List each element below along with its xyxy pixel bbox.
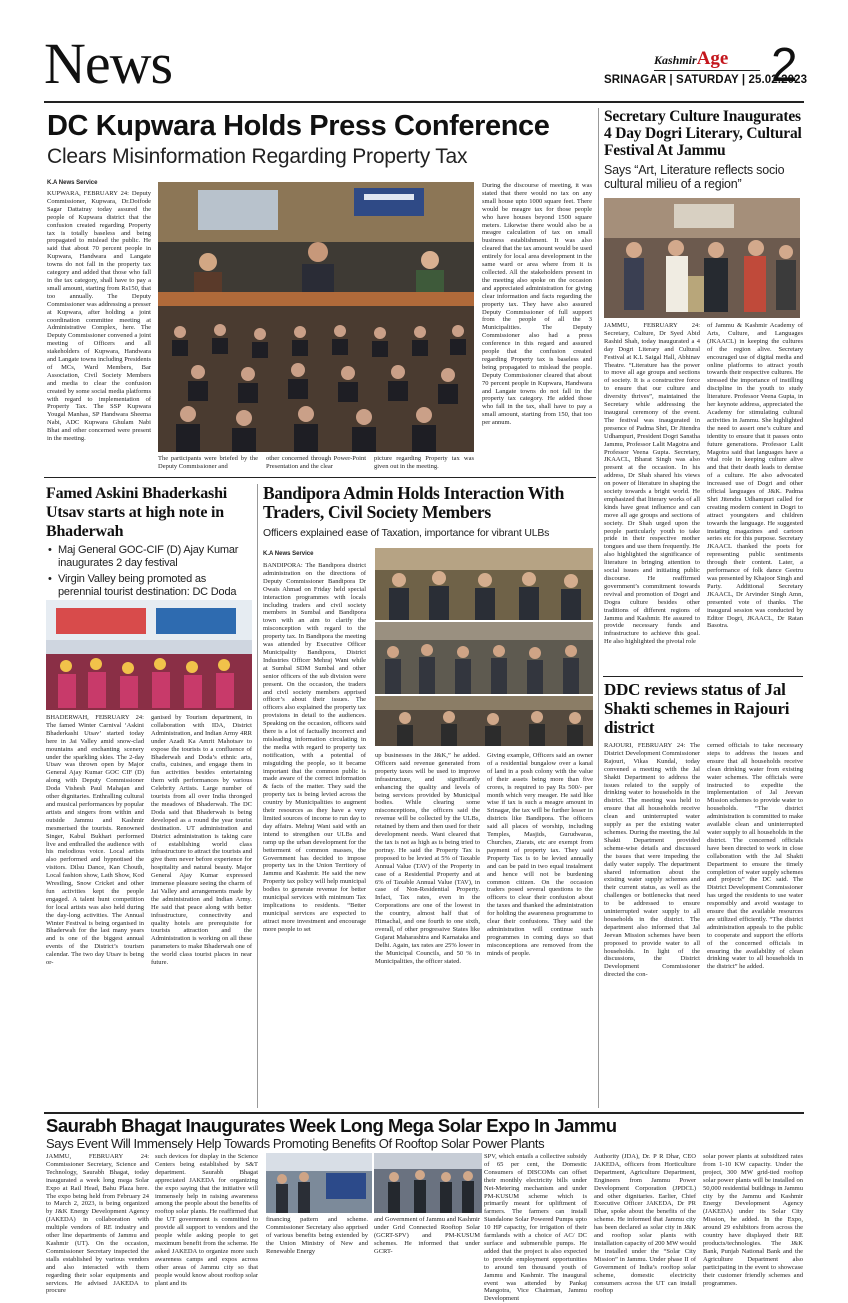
story4-headline: Bandipora Admin Holds Interaction With Traders, Civil Society Members [263, 483, 565, 522]
story3-highlight-2: • Virgin Valley being promoted as perennial tourist destination: DC Doda [48, 573, 248, 598]
section-title: News [44, 31, 173, 96]
festival-inauguration-photo [604, 198, 800, 318]
solar-expo-photo-2 [374, 1153, 482, 1213]
solar-expo-photo-1 [266, 1153, 372, 1213]
story2-photo [604, 198, 800, 318]
story6-column-3b: and Government of Jammu and Kashmir under Grid Connected Rooftop Solar (GCRT-SPV) and PM-KUSUM schemes. He informed that under GCRT- [374, 1216, 480, 1255]
page-number: 2 [771, 39, 798, 92]
right-column-divider [598, 108, 599, 1108]
story4-photo-3 [375, 696, 593, 746]
story1-photo [158, 182, 474, 452]
brand-rule [654, 70, 760, 71]
dateline: SRINAGAR | SATURDAY | 25.02.2023 [604, 74, 808, 86]
story1-rule [44, 477, 596, 478]
story2-column-2: of Jammu & Kashmir Academy of Arts, Culture, and Languages (JKAACL) in keeping the cultures of the region alive. Secretary encouraged use of digital media and online platforms to attract youth towards their respective cultures. He stressed the importance of instilling discipline in the youth to study literature. Professor Veena Gupta, in her keynote address, appreciated the Academy for stimulating cultural activities in Jammu. She highlighted the need to assert one’s culture and identity to ensure that it passes onto future generations. Professor Lalit Magotra said that languages have a vital role in keeping culture alive and that their death leads to demise of a culture. He also advocated increased use of Dogri and other official languages of J&K. Padma Shri Jitendra Udhampuri called for creating modern content in Dogri to attract youngsters and children towards the language. He suggested instating magazines and cartoon series etc for this purpose. Secretary JKAACL thanked the poets for representing public sentiments through their content. Later, a performance of folk dance Geetru was presented by Khajoor Singh and Party. Additional Secretary JKAACL, Dr Arvinder Singh Amn, presented vote of thanks. The inaugural session was conducted by Editor Dogri, JKAACL, Dr Ratan Basotra. [707, 322, 803, 630]
story4-deck: Officers explained ease of Taxation, importance for vibrant ULBs [263, 527, 550, 539]
story2-deck: Says “Art, Literature reflects socio cultural milieu of a region” [604, 163, 785, 191]
story6-deck: Says Event Will Immensely Help Towards Promoting Benefits Of Rooftop Solar Power Plants [46, 1136, 545, 1151]
story4-byline: K.A News Service [263, 551, 314, 557]
masthead-rule [44, 101, 804, 103]
story5-rule [603, 676, 803, 677]
story3-headline: Famed Askini Bhaderkashi Utsav starts at high note in Bhaderwah [46, 485, 228, 540]
story6-column-4: SPV, which entails a collective subsidy of 65 per cent, the Domestic Consumers of DISCOMs can offset their monthly electricity bills under Net-Metering mechanism and under PM-KUSUM scheme which is primarily meant for upliftment of farmers. The farmers can install Standalone Solar Powered Pumps upto 10 HP capacity, for irrigation of their farmlands with a choice of AC/ DC surface and submersible pumps. He added that the project is also expected to provide employment opportunities to around ten thousand youth of Jammu and Kashmir. The inaugural event was attended by Pankaj Mangotra, Vice Chairman, Jammu Development [484, 1153, 587, 1303]
story1-column-4: During the discourse of meeting, it was stated that there would no tax on any small house upto 1000 square feet. There would be meagre tax for those people who have houses beyond 1500 square meters. Likewise there would also be a meagre calculation of tax on small business establishment. It was also cleared that the tax amount would be used entirely for local area development in the same ward or area where from it is collected. All the stakeholders present in the meeting also spoke on the occasion and appreciated administration for giving clear information and facts regarding the property tax. They have also assured Deputy Commissioner of full support from the people of all the 3 Municipalities. The Deputy Commissioner also had a press conference in this regard and assured people that the confusion created regarding Property tax is baseless and being propagated to mislead the people. Deputy Commissioner cleared that about 70 percent people in Kupwara, Handwara and Langate towns do not fall in the property tax category. He added those who fall in the tax, shall have to pay a small amount, starting from 150, that too per annum. [482, 182, 592, 427]
press-conference-photo [158, 182, 474, 452]
story3-column-2: ganised by Tourism department, in collaboration with IDA, District Administration, and Indian Army 4RR under Azadi Ka Amrit Mahotsav to expose the tourists to a confluence of Bhaderwah and Doda’s ethnic arts, crafts, cuisines, and engage them in fun activities besides entertaining them with performances by various Celebrity Artists. Large number of tourists from all over India thronged the meadows of Bhaderwah. The DC Doda said that Bhaderwah is being developed as a round the year tourist destination. UT administration and District administration is taking care of establishing world class infrastructure to attract the tourists and give them never before experience for hospitality and natural beauty. Major General Ajay Kumar expressed immense pleasure seeing the charm of Jai Valley and arrangements made by the administration and Indian Army. He said that peace along with better infrastructure, connectivity and quality hotels are prerequisite for tourists attraction and the Administration is working on all these parameters to make Bhaderwah one of the world class tourist places in near future. [151, 714, 252, 967]
story4-column-2: up businesses in the J&K,” he added. Officers said revenue generated from property taxes will be used to improve infrastructure, and significantly enhancing the quality and levels of being services provided by Municipal bodies. While clearing some misconceptions, the officers said the revenue will be collected by the ULBs, retained by them and then used for their development needs. Wani cleared that the tax is not as high as is being tried to portray. He said the Property Tax is proposed to be levied at 5% of Taxable Annual Value (TAV) of the Property in case of a Residential Property and at 6% of Taxable Annual Value (TAV), in case of Non-Residential Property. Infact, Tax rates, even in the Corporations are one of the lowest in the country, almost half that of Himachal, and one fourth to one sixth, overall, of other progressive States like Gujarat Maharashtra and Karnataka and Delhi. Again, tax rates are 25% lower in the Municipal Councils, and 50 % in Municipalities, the officer stated. [375, 752, 480, 965]
story5-column-1: RAJOURI, FEBRUARY 24: The District Development Commissioner Rajouri, Vikas Kundal, today convened a meeting with the Jal Shakti Department to address the issues related to the supply of drinking water to households in the district. The meeting was held to ensure that all households receive clean and uninterrupted water supply as per the existing water schemes. During the meeting, the Jal Shakti Department provided scheme-wise details and discussed the issues that were impeding the daily water supply. The department shared information about the existing water supply schemes and their current status, as well as the challenges or bottlenecks that need to be addressed to ensure uninterrupted water supply to all households in the district. The department also informed that Jal Jeevan Mission schemes have been proposed to provide water to all households. In light of the discussions, the District Development Commissioner directed the con- [604, 742, 700, 979]
brand-logo [654, 48, 728, 70]
story4-photo-2 [375, 622, 593, 694]
story6-photo-2 [374, 1153, 482, 1213]
story5-column-2: cerned officials to take necessary steps to address the issues and ensure that all households receive clean drinking water from existing water schemes. The officials were instructed to expedite the implementation of Jal Jeevan Mission schemes to provide water to households. “The district administration is committed to make available clean and uninterrupted water supply to all households in the district. The concerned officials have been directed to work in close collaboration with the Jal Shakti Department to ensure the timely completion of water supply schemes and projects” the DC said. The District Development Commissioner has urged the residents to use water responsibly and avoid wastage to ensure that the available resources are utilized efficiently. “The district administration appeals to the public to cooperate and support the efforts of the concerned officials in ensuring the availability of clean drinking water to all households in the district” he added. [707, 742, 803, 971]
story4-photo-1 [375, 548, 593, 620]
brand-logo-age: Age [696, 48, 729, 69]
story3-highlight-1: • Maj General GOC-CIF (D) Ajay Kumar inaugurates 2 day festival [48, 544, 248, 569]
story1-caption-2: other concerned through Power-Point Presentation and the clear [266, 455, 366, 470]
story1-deck: Clears Misinformation Regarding Property Tax [47, 145, 468, 168]
story5-headline: DDC reviews status of Jal Shakti schemes in Rajouri district [604, 680, 790, 737]
story1-byline: K.A News Service [47, 180, 98, 186]
story1-column-1: KUPWARA, FEBRUARY 24: Deputy Commissioner, Kupwara, Dr.Doifode Sagar Dattatray today assured the people of Kupwara district that the confusion created regarding Property tax is totally baseless and being propagated to mislead the public. He said that about 70 percent people in Kupwara, Handwara and Langate towns do not fall in the property tax category and added that those who fall in the tax category, shall have to pay a small amount, starting from Rs150, that too annually. The Deputy Commissioner was addressing a presser at Kupwara, after holding a joint coordination committee meeting at Administrative Complex, here. The Deputy Commissioner convened a joint meeting of Officers and all stakeholders of Kupwara, Handwara and Langate towns including Presidents of MCs, Ward Members, Bar Association, Civil Society Members and media to clear the confusion created by some social media platforms with regard to implementation of Property Tax. The SSP Kupwara Yougal Manhas, SP Handwara Sheema Nabi, ADC Kupwara Ghulam Nabi Bhat and other concerned were present in the meeting. [47, 190, 151, 443]
story2-headline: Secretary Culture Inaugurates 4 Day Dogri Literary, Cultural Festival At Jammu [604, 108, 802, 159]
story4-column-3: Giving example, Officers said an owner of a residential bungalow over a kanal of land in a posh colony with the value of their assets being more than five crores, is required to pay Rs 500/- per month which very meager. He said like wise if tax is such a meagre amount in Srinagar, the tax will be further lesser in districts like Bandipora. The officers said all places of worship, including Temples, Masjids, Gurudwaras, Churches, Ziarats, etc are exempt from payment of property tax. They said Property Tax is to be levied annually and can be paid in two equal instalment and hence will not be burdening common citizen. On the occasion traders posed several questions to the officers to clear their confusion about the taxes and thanked the administration for holding the awareness programme to clear their confusions. They said the administration will continue such programmes in coming days so that misconceptions are removed from the minds of people. [487, 752, 593, 957]
story2-column-1: JAMMU, FEBRUARY 24: Secretary, Culture, Dr Syed Abid Rashid Shah, today inaugurated a 4 day Dogri Literary and Cultural Festival at K.L Saigal Hall, Abhinav Theatre. “Literature has the power to move all age groups and sections of society. It is a constructive force to ensure that our culture and diversity thrives”, maintained the Secretary while addressing the inaugural ceremony of the event. The festival was inaugurated in presence of Padma Shri, Dr Jitendra Udhampuri, President Dogri Sanstha Jammu, Professor Lalit Magotra and Professor Veena Gupta. Secretary, JKAACL, Bharat Singh was also present at the occasion. In his address, Dr Shah shared his views on power of literature in shaping the society towards a bright world. He emphasized that literary works of all kinds have great influence and can move all age groups and sections of society. Dr Shah urged upon the people particularly youth to take pride in their respective mother tongues and use them frequently. He also highlighted the significance of literature in bringing attention to social issues and initiating public discourse. He reaffirmed government’s commitment towards revival and promotion of Dogri and Dogra culture besides other traditions of different regions of Jammu and Kashmir. He assured to provide necessary funds and infrastructure to achieve this goal. He also highlighted the pivotal role [604, 322, 700, 646]
brand-logo-kashmir: Kashmir [654, 53, 697, 67]
winter-carnival-photo [46, 600, 252, 710]
story6-headline: Saurabh Bhagat Inaugurates Week Long Mega Solar Expo In Jammu [46, 1115, 617, 1136]
story6-column-2: such devices for display in the Science Centers being established by S&T department. Saurabh Bhagat appreciated JAKEDA for organizing the expo saying that the initiative will immensely help in raising awareness among the people about the benefits of rooftop solar plants. He reaffirmed that the UT government is committed to provide all support to vendors and the people while asking people to get maximum benefit from the scheme. He asked JAKEDA to organize more such awareness camps and expos across other areas of Jammu city so that people would know about rooftop solar plant and its [155, 1153, 258, 1287]
story1-caption-1: The participants were briefed by the Deputy Commissioner and [158, 455, 258, 470]
story6-column-1: JAMMU, FEBRUARY 24: Commissioner Secretary, Science and Technology, Saurabh Bhagat, today inaugurated a week long mega Solar Expo at Rail Head, Bahu Plaza here. The expo being held from February 24 to March 2, 2023, is being organized by J&K Energy Development Agency (JAKEDA) in collaboration with multiple vendors of RE industry and other line departments of Jammu and Kashmir (UT). On the occasion, Commissioner Secretary inspected the stalls established by various vendors and also interacted with them regarding their solar equipments and services. He advised JAKEDA to procure [46, 1153, 149, 1295]
story6-photo-1 [266, 1153, 372, 1213]
story1-caption-3: picture regarding Property tax was given out in the meeting. [374, 455, 474, 470]
bandipora-meeting-photo-3 [375, 696, 593, 746]
story3-divider [257, 484, 258, 1108]
story6-column-5: Authority (JDA), Dr. P R Dhar, CEO JAKEDA, officers from Horticulture Department, Agriculture Department, Engineers from Jammu Power Development Corporation (JPDCL) and other dignitaries. Earlier, Chief Executive Officer JAKEDA, Dr PR Dhar, spoke about the benefits of the scheme. He informed that Jammu city has been declared as solar city in J&K and rooftop solar plants with installation capacity of 200 MW would be installed under the “Solar City Mission” in Jammu. Under phase II of Government of India’s rooftop solar scheme, domestic electricity consumers across the UT can install rooftop [594, 1153, 696, 1295]
story4-column-1: BANDIPORA: The Bandipora district administration on the directions of Deputy Commissioner Bandipora Dr Owais Ahmad on Friday held special interaction programmes with locals including traders and civil society members in Sumbal and Bandipora town with an aim to clarify the misconception with regard to the property tax. In Bandipora the meeting was attended by Executive Officer Municipality Bandipora, District Industries Officer Mehraj Wani while at Sumbal SDM Sumbal and other senior officers of the sub division were present. On the occasion, the traders and civil society members apprised officer’s about their issues. The officers also explained the property tax provisions in detail to the audiences. Speaking on the occasion, officers said there is a lot of factually incorrect and misleading information circulating in the media with regard to property tax notification, with a potential of misguiding the people, so it became important that the common public is made aware of the correct information & facts of the matter. They said the property tax is being levied across the country by Municipalities to augment their resources as they have a very limited sources of income to run day to day affairs. Mehraj Wani said with an intend to strengthen our ULBs and ramp up the urban development for the betterment of common masses, the Government has decided to impose property tax in the Union Territory of Jammu and Kashmir. He said the new Property tax policy will help municipal bodies to generate revenue for better municipal services with minimum Tax implications to residents. “Better municipal services are expected to attract more investment and encourage more people to set [263, 562, 366, 933]
story3-column-1: BHADERWAH, FEBRUARY 24: The famed Winter Carnival ‘Askini Bhaderkashi Utsav’ started today here in Jai Valley amid snow-clad mountains and enchanting scenery under the sparkling skies. The 2-day Utsav was thrown open by Major General Ajay Kumar GOC CIF (D) along with Deputy Commissioner Doda Vishesh Paul Mahajan and other dignitaries. Enthralling cultural and musical performances by popular artists and singers from within and outside Jammu and Kashmir mesmerised the tourists. Renowned Singer, Kabul Bukhari performed live and enthralled the audience with his melodious voice. Local artists also performed and hypnotised the visitors. Dilsu Dance, Kan Chouth, Local fashion show, Lath Show, Kod Wrestling, Snow Cricket and other fun activities kept the people engaged. A talent hunt competition for local artists was also held during the day-long activities. The Annual Winter Festival is being organised in Bhaderwah for the last many years and is one of the biggest annual events of the District’s tourism calendar. The two day Utsav is being or- [46, 714, 144, 967]
story3-highlights [48, 544, 248, 598]
story6-rule [44, 1112, 804, 1114]
bandipora-meeting-photo-1 [375, 548, 593, 620]
story1-headline: DC Kupwara Holds Press Conference [47, 110, 550, 142]
story3-photo [46, 600, 252, 710]
story6-column-6: solar power plants at subsidized rates from 1-10 KW capacity. Under the project, 300 MW grid-tied rooftop solar power plants will be installed on 50,000 residential buildings in Jammu city by the Jammu and Kashmir Energy Development Agency (JAKEDA) under its Solar City Mission, he added. In the Expo, around 29 exhibitors from across the country have displayed their RE products/technologies. The J&K Bank, Punjab National Bank and the Agriculture Department also participating in the event to showcase their customer friendly schemes and programmes. [703, 1153, 803, 1287]
bandipora-meeting-photo-2 [375, 622, 593, 694]
story6-column-3a: financing pattern and scheme. Commissioner Secretary also apprised of various benefits being extended by the Union Ministry of New and Renewable Energy [266, 1216, 368, 1255]
